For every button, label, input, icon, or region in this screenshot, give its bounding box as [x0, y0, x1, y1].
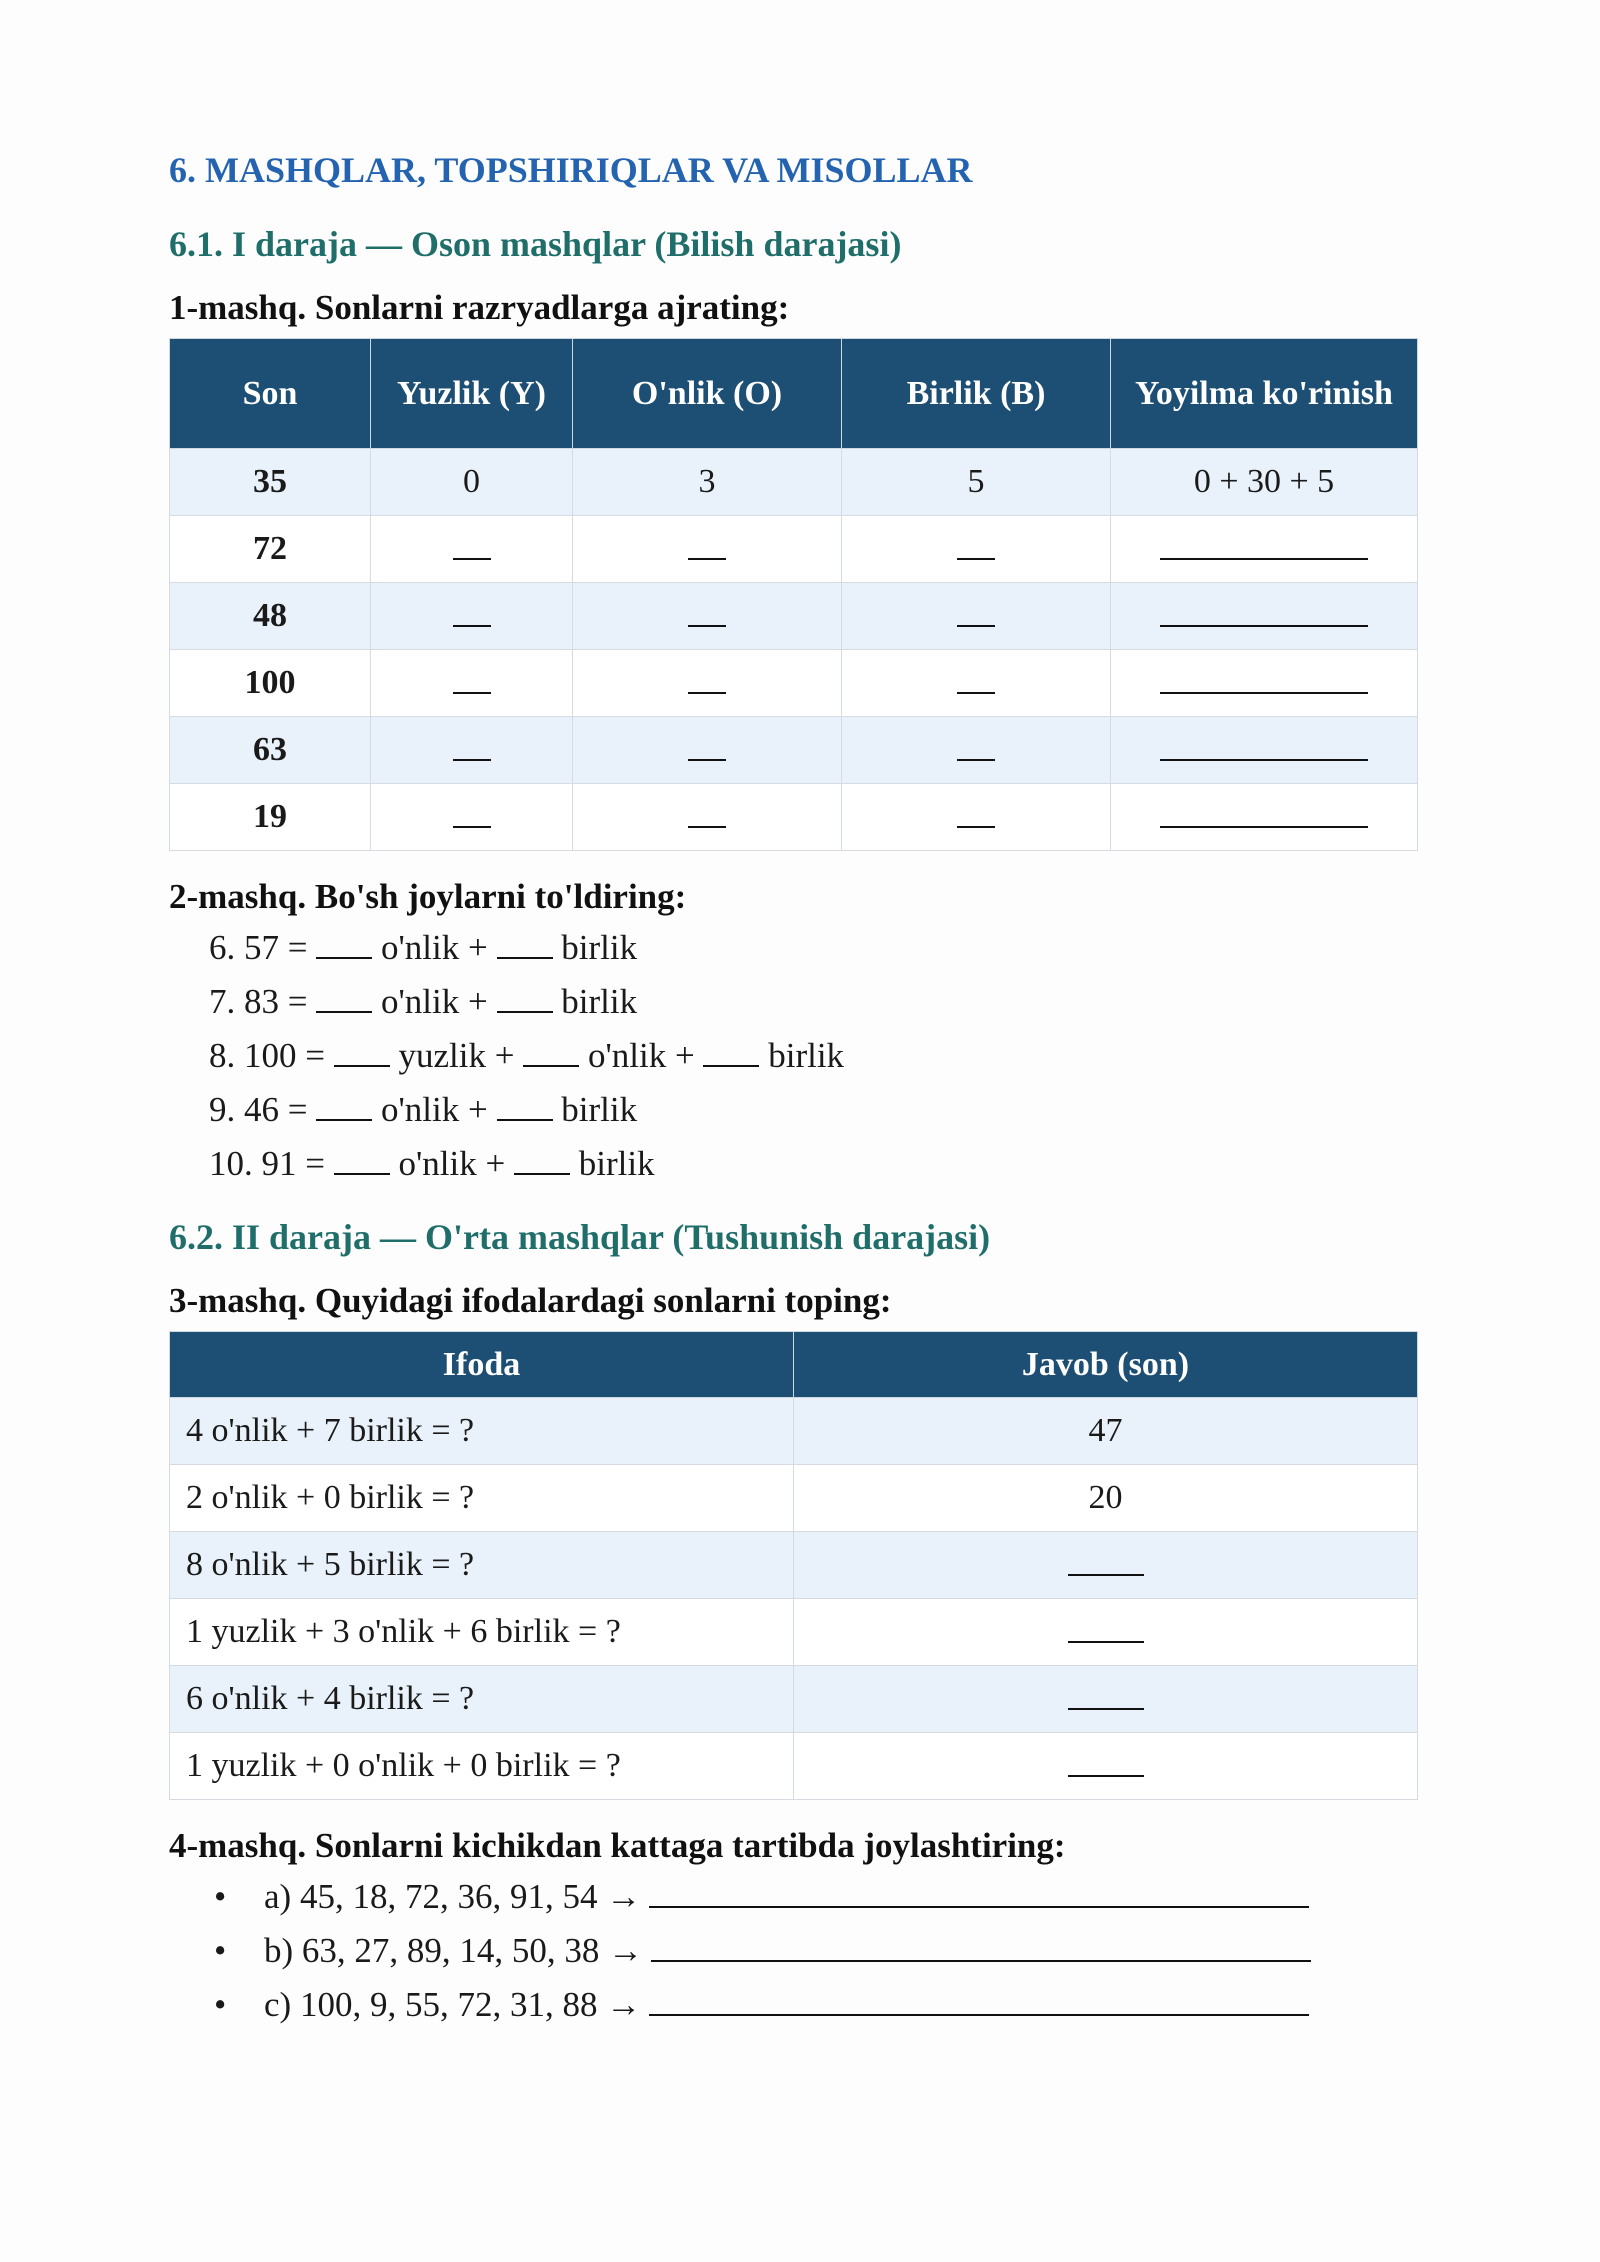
subsection-title-1: 6.1. I daraja — Oson mashqlar (Bilish darajasi) — [169, 224, 902, 264]
item-part: o'nlik + — [398, 1144, 506, 1183]
answer-line[interactable] — [649, 1984, 1309, 2016]
exercise-1-table — [169, 338, 1418, 851]
table-row — [170, 516, 1418, 583]
cell-ifoda: 8 o'nlik + 5 birlik = ? — [170, 1532, 794, 1599]
bullet-icon: • — [214, 1877, 227, 1916]
item-part: o'nlik + — [587, 1036, 695, 1075]
list-item — [209, 1029, 1417, 1083]
item-text: b) 63, 27, 89, 14, 50, 38 → — [264, 1931, 644, 1970]
answer-blank[interactable] — [1111, 717, 1418, 784]
cell-ifoda: 6 o'nlik + 4 birlik = ? — [170, 1666, 794, 1733]
item-lead: 91 = — [261, 1144, 325, 1183]
cell-birlik: 5 — [842, 449, 1111, 516]
answer-blank[interactable] — [371, 583, 573, 650]
bullet-icon: • — [214, 1931, 227, 1970]
answer-blank[interactable] — [703, 1037, 759, 1067]
cell-son: 72 — [170, 516, 371, 583]
answer-line[interactable] — [649, 1876, 1309, 1908]
item-part: birlik — [561, 1090, 638, 1129]
exercise-4-list — [169, 1870, 1417, 2032]
item-number: 8. — [209, 1036, 236, 1075]
answer-blank[interactable] — [371, 650, 573, 717]
item-lead: 46 = — [244, 1090, 308, 1129]
table-row — [170, 650, 1418, 717]
list-item — [214, 1924, 1417, 1978]
item-number: 7. — [209, 982, 236, 1021]
item-part: yuzlik + — [398, 1036, 515, 1075]
table-header-row — [170, 339, 1418, 449]
column-header: O'nlik (O) — [573, 339, 842, 449]
item-lead: 83 = — [244, 982, 308, 1021]
list-item — [209, 1083, 1417, 1137]
answer-blank[interactable] — [573, 650, 842, 717]
item-part: birlik — [578, 1144, 655, 1183]
answer-blank[interactable] — [371, 717, 573, 784]
answer-blank[interactable] — [573, 516, 842, 583]
item-part: birlik — [561, 982, 638, 1021]
column-header: Yuzlik (Y) — [371, 339, 573, 449]
answer-blank[interactable] — [1111, 650, 1418, 717]
answer-blank[interactable] — [842, 650, 1111, 717]
item-part: birlik — [768, 1036, 845, 1075]
answer-blank[interactable] — [497, 983, 553, 1013]
table-row — [170, 1666, 1418, 1733]
cell-son: 63 — [170, 717, 371, 784]
table-row — [170, 717, 1418, 784]
item-number: 6. — [209, 928, 236, 967]
cell-onlik: 3 — [573, 449, 842, 516]
exercise-3-title: 3-mashq. Quyidagi ifodalardagi sonlarni toping: — [169, 1281, 892, 1320]
table-header-row — [170, 1332, 1418, 1398]
answer-blank[interactable] — [1111, 583, 1418, 650]
answer-blank[interactable] — [316, 929, 372, 959]
answer-blank[interactable] — [334, 1145, 390, 1175]
answer-blank[interactable] — [497, 1091, 553, 1121]
answer-blank[interactable] — [497, 929, 553, 959]
answer-blank[interactable] — [371, 784, 573, 851]
column-header: Son — [170, 339, 371, 449]
answer-blank[interactable] — [842, 516, 1111, 583]
cell-javob: 20 — [794, 1465, 1418, 1532]
answer-blank[interactable] — [316, 1091, 372, 1121]
answer-blank[interactable] — [514, 1145, 570, 1175]
list-item — [214, 1870, 1417, 1924]
answer-blank[interactable] — [842, 583, 1111, 650]
item-text: c) 100, 9, 55, 72, 31, 88 → — [264, 1985, 642, 2024]
column-header: Birlik (B) — [842, 339, 1111, 449]
item-number: 9. — [209, 1090, 236, 1129]
item-text: a) 45, 18, 72, 36, 91, 54 → — [264, 1877, 642, 1916]
section-title: 6. MASHQLAR, TOPSHIRIQLAR VA MISOLLAR — [169, 150, 973, 190]
item-lead: 57 = — [244, 928, 308, 967]
answer-blank[interactable] — [573, 784, 842, 851]
cell-son: 19 — [170, 784, 371, 851]
cell-ifoda: 1 yuzlik + 3 o'nlik + 6 birlik = ? — [170, 1599, 794, 1666]
answer-blank[interactable] — [794, 1599, 1418, 1666]
answer-blank[interactable] — [794, 1666, 1418, 1733]
item-part: o'nlik + — [381, 982, 488, 1021]
cell-yoyilma: 0 + 30 + 5 — [1111, 449, 1418, 516]
list-item — [214, 1978, 1417, 2032]
list-item — [209, 921, 1417, 975]
table-row — [170, 784, 1418, 851]
answer-blank[interactable] — [573, 717, 842, 784]
table-row — [170, 1532, 1418, 1599]
cell-son: 48 — [170, 583, 371, 650]
answer-blank[interactable] — [1111, 516, 1418, 583]
list-item — [209, 1137, 1417, 1191]
bullet-icon: • — [214, 1985, 227, 2024]
answer-blank[interactable] — [794, 1733, 1418, 1800]
exercise-1-title: 1-mashq. Sonlarni razryadlarga ajrating: — [169, 288, 790, 327]
item-part: o'nlik + — [381, 1090, 488, 1129]
answer-line[interactable] — [651, 1930, 1311, 1962]
cell-ifoda: 1 yuzlik + 0 o'nlik + 0 birlik = ? — [170, 1733, 794, 1800]
answer-blank[interactable] — [371, 516, 573, 583]
answer-blank[interactable] — [334, 1037, 390, 1067]
item-part: birlik — [561, 928, 638, 967]
item-number: 10. — [209, 1144, 253, 1183]
cell-ifoda: 2 o'nlik + 0 birlik = ? — [170, 1465, 794, 1532]
exercise-2-title: 2-mashq. Bo'sh joylarni to'ldiring: — [169, 877, 687, 916]
answer-blank[interactable] — [842, 784, 1111, 851]
cell-yuzlik: 0 — [371, 449, 573, 516]
exercise-2-list — [169, 921, 1417, 1191]
item-lead: 100 = — [244, 1036, 325, 1075]
column-header: Javob (son) — [794, 1332, 1418, 1398]
table-row — [170, 1398, 1418, 1465]
answer-blank[interactable] — [523, 1037, 579, 1067]
table-row — [170, 1733, 1418, 1800]
subsection-title-2: 6.2. II daraja — O'rta mashqlar (Tushunish darajasi) — [169, 1217, 991, 1257]
cell-ifoda: 4 o'nlik + 7 birlik = ? — [170, 1398, 794, 1465]
table-row — [170, 1599, 1418, 1666]
cell-javob: 47 — [794, 1398, 1418, 1465]
table-row — [170, 1465, 1418, 1532]
answer-blank[interactable] — [316, 983, 372, 1013]
table-row — [170, 449, 1418, 516]
answer-blank[interactable] — [842, 717, 1111, 784]
column-header: Ifoda — [170, 1332, 794, 1398]
table-row — [170, 583, 1418, 650]
page-content — [169, 140, 1417, 2032]
exercise-3-table — [169, 1331, 1418, 1800]
cell-son: 100 — [170, 650, 371, 717]
column-header: Yoyilma ko'rinish — [1111, 339, 1418, 449]
answer-blank[interactable] — [573, 583, 842, 650]
answer-blank[interactable] — [1111, 784, 1418, 851]
exercise-4-title: 4-mashq. Sonlarni kichikdan kattaga tartibda joylashtiring: — [169, 1826, 1066, 1865]
cell-son: 35 — [170, 449, 371, 516]
answer-blank[interactable] — [794, 1532, 1418, 1599]
list-item — [209, 975, 1417, 1029]
item-part: o'nlik + — [381, 928, 488, 967]
